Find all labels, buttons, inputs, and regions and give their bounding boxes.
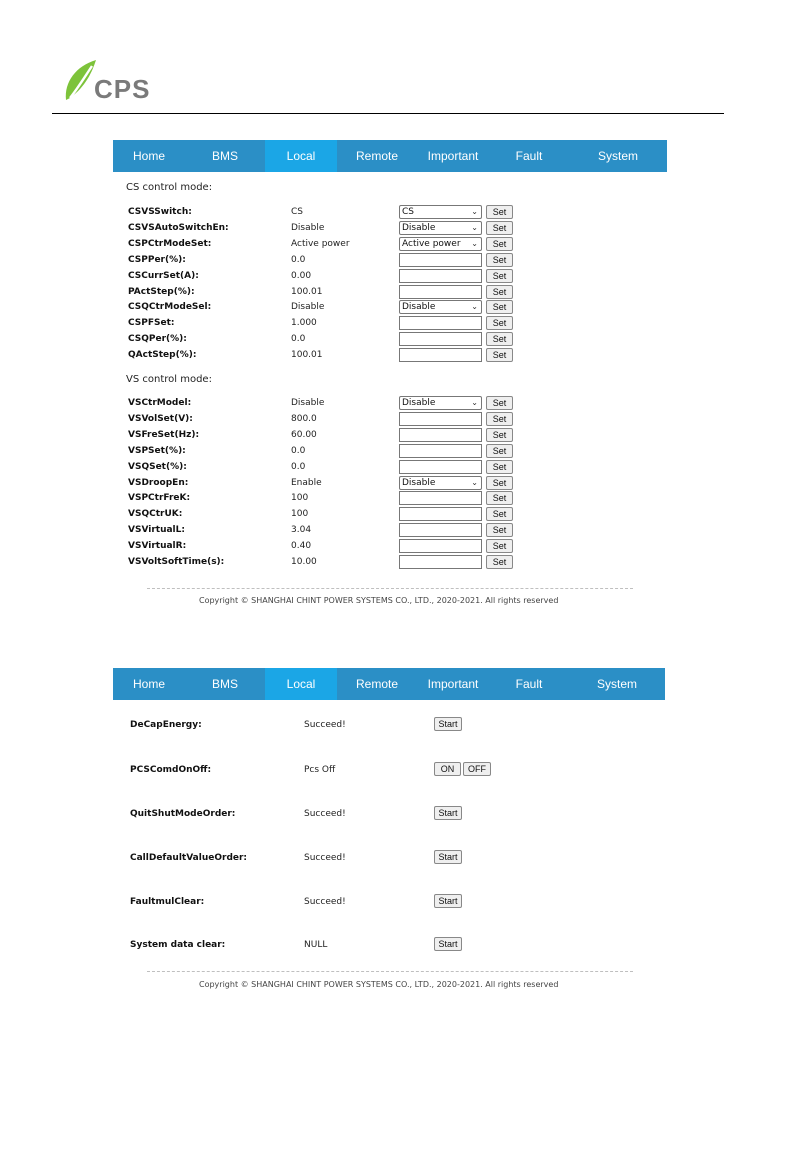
command-row [130,806,530,822]
param-label: VSFreSet(Hz): [128,429,200,440]
param-input[interactable] [399,523,482,537]
set-button[interactable]: Set [486,253,513,267]
param-value: 100.01 [291,286,323,297]
footer-divider [147,971,633,972]
param-row [128,539,528,555]
param-row [128,491,528,507]
param-select[interactable] [399,237,482,251]
nav-tab-local[interactable]: Local [265,140,337,172]
param-input[interactable] [399,269,482,283]
nav-tab-remote[interactable]: Remote [355,149,399,163]
set-button[interactable]: Set [486,205,513,219]
param-value: 0.00 [291,270,312,281]
param-value: 0.0 [291,445,306,456]
param-row [128,396,528,412]
command-status: NULL [304,940,328,950]
param-select[interactable] [399,205,482,219]
param-value: 100.01 [291,350,323,361]
nav-tab-remote[interactable]: Remote [355,677,399,691]
command-label: FaultmulClear: [130,897,205,907]
param-row [128,428,528,444]
param-value: 0.0 [291,254,306,265]
set-button[interactable]: Set [486,444,513,458]
param-value: CS [291,207,303,217]
param-value: Enable [291,477,322,488]
nav-tab-important[interactable]: Important [427,677,479,691]
param-row [128,332,528,348]
param-value: 100 [291,509,309,520]
param-label: CSVSAutoSwitchEn: [128,222,229,233]
param-value: 60.00 [291,429,317,440]
command-label: PCSComdOnOff: [130,765,212,775]
set-button[interactable]: Set [486,507,513,521]
command-status: Succeed! [304,853,346,863]
command-row [130,937,530,953]
param-select[interactable] [399,300,482,314]
start-button[interactable]: Start [434,894,462,908]
start-button[interactable]: Start [434,850,462,864]
param-select[interactable] [399,396,482,410]
select-value: CS [402,207,414,217]
command-label: DeCapEnergy: [130,720,202,730]
param-input[interactable] [399,412,482,426]
nav-tab-local[interactable]: Local [265,668,337,700]
param-value: 3.04 [291,525,312,536]
set-button[interactable]: Set [486,460,513,474]
param-select[interactable] [399,221,482,235]
set-button[interactable]: Set [486,316,513,330]
command-status: Pcs Off [304,765,336,775]
param-input[interactable] [399,491,482,505]
param-label: VSCtrModel: [128,398,192,408]
param-label: VSPCtrFreK: [128,493,191,504]
param-input[interactable] [399,428,482,442]
param-input[interactable] [399,555,482,569]
nav-tab-bms[interactable]: BMS [211,677,238,691]
param-label: CSQCtrModeSel: [128,302,212,313]
param-value: 100 [291,493,309,504]
param-row [128,269,528,285]
param-label: PActStep(%): [128,286,195,297]
set-button[interactable]: Set [486,491,513,505]
param-label: VSVirtualL: [128,525,185,536]
param-input[interactable] [399,316,482,330]
param-input[interactable] [399,444,482,458]
vs-section-title: VS control mode: [126,374,212,385]
param-row [128,221,528,237]
param-label: VSVirtualR: [128,541,187,552]
param-value: Disable [291,222,325,233]
param-value: 800.0 [291,413,317,424]
set-button[interactable]: Set [486,332,513,346]
param-select[interactable] [399,476,482,490]
param-value: Disable [291,398,325,408]
chevron-down-icon: ⌄ [471,398,478,407]
set-button[interactable]: Set [486,428,513,442]
param-row [128,253,528,269]
command-label: QuitShutModeOrder: [130,809,236,819]
param-row [128,555,528,571]
set-button[interactable]: Set [486,237,513,251]
select-value: Disable [402,477,436,488]
param-label: CSVSSwitch: [128,207,192,217]
param-row [128,412,528,428]
param-value: 0.40 [291,541,312,552]
param-label: QActStep(%): [128,350,197,361]
nav-tab-home[interactable]: Home [132,677,165,691]
nav-tab-bms[interactable]: BMS [211,149,238,163]
param-row [128,285,528,301]
param-row [128,460,528,476]
start-button[interactable]: Start [434,806,462,820]
command-status: Succeed! [304,720,346,730]
param-row [128,444,528,460]
param-input[interactable] [399,285,482,299]
main-nav [113,140,667,172]
param-value: Disable [291,302,325,313]
select-value: Active power [402,238,461,249]
set-button[interactable]: Set [486,269,513,283]
param-value: 0.0 [291,461,306,472]
select-value: Disable [402,398,436,408]
set-button[interactable]: Set [486,221,513,235]
param-value: Active power [291,238,350,249]
chevron-down-icon: ⌄ [471,302,478,312]
param-row [128,237,528,253]
param-label: VSQSet(%): [128,461,187,472]
command-status: Succeed! [304,897,346,907]
chevron-down-icon: ⌄ [471,222,478,232]
start-button[interactable]: Start [434,937,462,951]
cs-section-title: CS control mode: [126,182,213,193]
param-input[interactable] [399,539,482,553]
chevron-down-icon: ⌄ [471,238,478,248]
param-row [128,316,528,332]
param-row [128,523,528,539]
command-status: Succeed! [304,809,346,819]
set-button[interactable]: Set [486,285,513,299]
chevron-down-icon: ⌄ [471,477,478,487]
param-row [128,476,528,492]
param-input[interactable] [399,460,482,474]
command-row [130,850,530,866]
off-button[interactable]: OFF [463,762,491,776]
param-input[interactable] [399,507,482,521]
param-row [128,300,528,316]
param-value: 10.00 [291,557,317,567]
set-button[interactable]: Set [486,412,513,426]
header-divider [52,113,724,114]
nav-tab-home[interactable]: Home [132,149,165,163]
nav-tab-system[interactable]: System [596,677,637,691]
copyright-footer: Copyright © SHANGHAI CHINT POWER SYSTEMS CO., LTD., 2020-2021. All rights reserved [199,980,559,989]
start-button[interactable]: Start [434,717,462,731]
command-label: System data clear: [130,940,226,950]
param-row [128,348,528,364]
brand-name: CPS [94,74,151,104]
copyright-footer: Copyright © SHANGHAI CHINT POWER SYSTEMS CO., LTD., 2020-2021. All rights reserved [199,596,559,605]
nav-tab-system[interactable]: System [597,149,638,163]
command-row [130,894,530,910]
footer-divider [147,588,633,589]
param-value: 1.000 [291,318,317,329]
nav-tab-fault[interactable]: Fault [515,149,543,163]
param-label: VSQCtrUK: [128,509,183,520]
select-value: Disable [402,222,436,233]
on-button[interactable]: ON [434,762,461,776]
param-label: CSQPer(%): [128,334,187,345]
param-input[interactable] [399,348,482,362]
command-label: CallDefaultValueOrder: [130,853,248,863]
param-label: CSPPer(%): [128,254,186,265]
set-button[interactable]: Set [486,396,513,410]
set-button[interactable]: Set [486,539,513,553]
set-button[interactable]: Set [486,476,513,490]
param-label: VSPSet(%): [128,445,186,456]
chevron-down-icon: ⌄ [471,207,478,216]
param-row [128,507,528,523]
nav-tab-important[interactable]: Important [427,149,479,163]
set-button[interactable]: Set [486,348,513,362]
select-value: Disable [402,302,436,313]
set-button[interactable]: Set [486,300,513,314]
param-value: 0.0 [291,334,306,345]
param-label: VSDroopEn: [128,477,189,488]
main-nav [113,668,665,700]
nav-tab-fault[interactable]: Fault [515,677,543,691]
param-label: VSVolSet(V): [128,413,193,424]
set-button[interactable]: Set [486,555,513,569]
param-label: VSVoltSoftTime(s): [128,557,225,567]
param-row [128,205,528,221]
param-input[interactable] [399,332,482,346]
param-input[interactable] [399,253,482,267]
command-row [130,762,530,778]
set-button[interactable]: Set [486,523,513,537]
param-label: CSPCtrModeSet: [128,238,212,249]
param-label: CSPFSet: [128,318,175,329]
param-label: CSCurrSet(A): [128,270,199,281]
command-row [130,717,530,733]
